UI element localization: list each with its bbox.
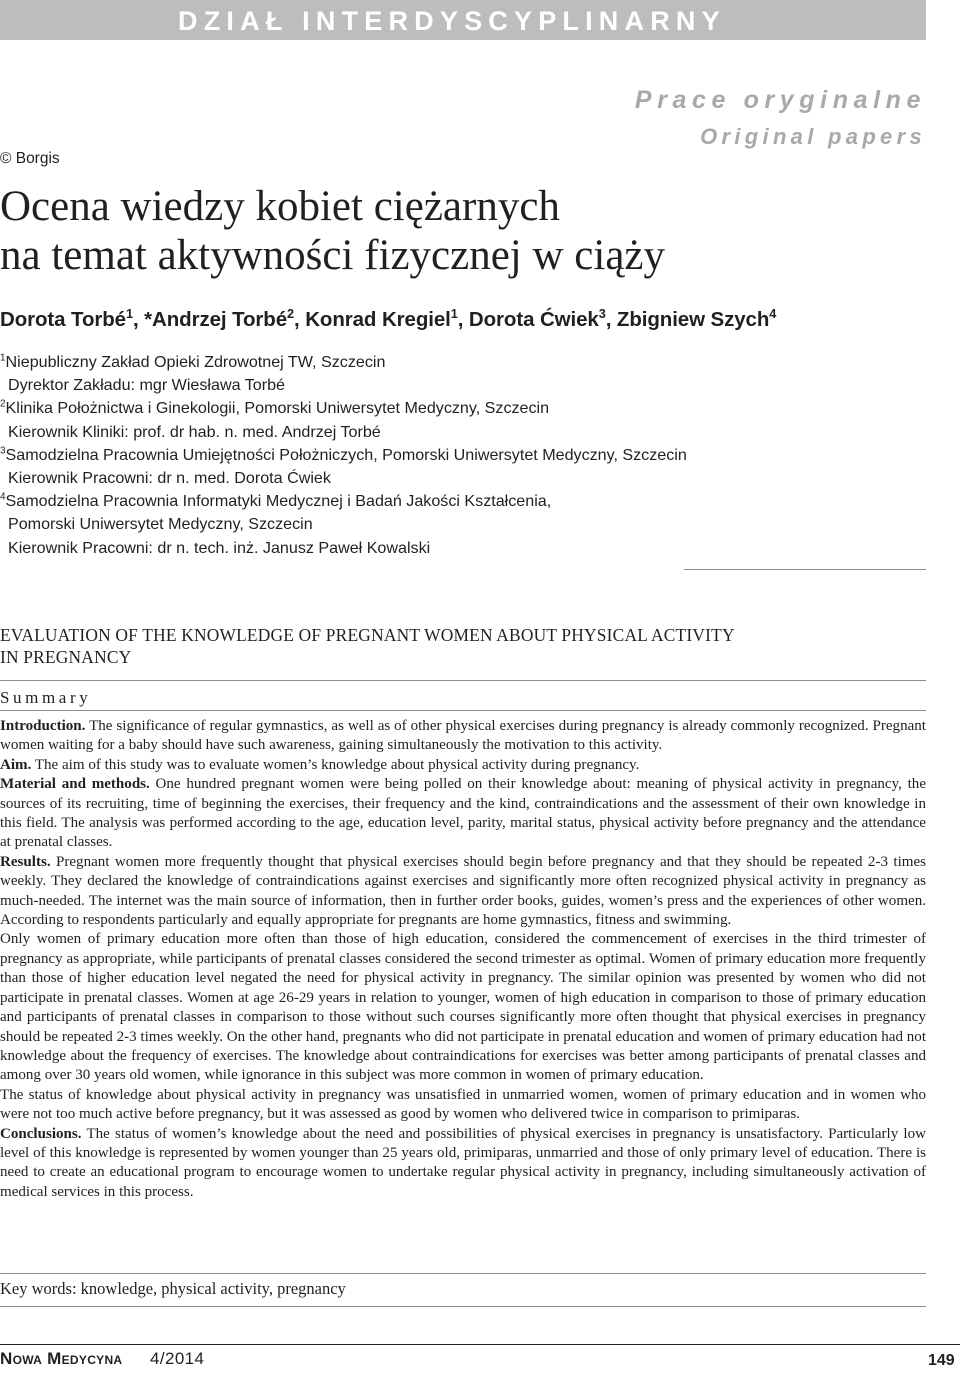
affiliation-mark: 3	[0, 445, 6, 457]
affiliation-text: Niepubliczny Zakład Opieki Zdrowotnej TW, Szczecin	[5, 353, 386, 371]
author-separator: ,	[457, 308, 469, 331]
author-list	[0, 308, 776, 332]
author-affiliation-mark: 3	[598, 306, 606, 322]
affiliations	[0, 351, 687, 560]
english-title	[0, 624, 735, 668]
author-name: Zbigniew Szych	[616, 308, 770, 331]
title-line-1: Ocena wiedzy kobiet ciężarnych	[0, 183, 560, 230]
affiliation-line	[0, 467, 687, 490]
affiliation-divider	[684, 569, 926, 570]
results-text: Pregnant women more frequently thought that physical exercises should begin before pregnancy and that they should be repeated 2-3 times weekly. They declared the knowledge of contraindications against exercises and significantly more often recognized physical activity in pregnancy as much-needed. The internet was the main source of information, then in further order books, guides, women’s press and the experiences of other women. According to respondents particularly and equally appropriate for pregnants are home gymnastics, fitness and swimming.	[0, 853, 926, 929]
page-number: 149	[928, 1352, 955, 1369]
author-name: Konrad Kregiel	[305, 308, 451, 331]
abstract-results-2: Only women of primary education more often than those of high education, considered the commencement of exercises in the third trimester of pregnancy as appropriate, while participants of prenatal classes considered the second trimester as optimal. Women of primary education more frequently than those of higher education level negated the need for physical activity in pregnancy. The similar opinion was presented by women who did not participate in prenatal classes. Women at age 26-29 years in relation to younger, women of high education in comparison to those of primary education and participants of prenatal classes in comparison to those without such courses significantly more often thought that physical exercises in pregnancy should be repeated 2-3 times weekly. On the other hand, pregnants who did not participate in prenatal education and women of primary education had not knowledge about the frequency of exercises. The knowledge about contraindications for exercises was better among participants of prenatal classes and among over 30 years old women, while ignorance in this subject was more common in women of primary education.	[0, 931, 926, 1084]
affiliation-mark: 2	[0, 399, 6, 411]
affiliation-text: Kierownik Pracowni: dr n. med. Dorota Ćwiek	[8, 469, 331, 488]
author-affiliation-mark: 4	[769, 306, 777, 322]
title-line-2: na temat aktywności fizycznej w ciąży	[0, 232, 666, 279]
abstract-body	[0, 717, 926, 1202]
results-label: Results.	[0, 853, 51, 870]
affiliation-text: Samodzielna Pracownia Informatyki Medycznej i Badań Jakości Kształcenia,	[5, 492, 552, 511]
author-affiliation-mark: 1	[450, 306, 458, 322]
affiliation-text: Kierownik Pracowni: dr n. tech. inż. Janusz Paweł Kowalski	[8, 538, 431, 557]
introduction-text: The significance of regular gymnastics, as well as of other physical exercises during pregnancy is already commonly recognized. Pregnant women waiting for a baby should have such awareness, gaining simultaneously the motivation to this activity.	[0, 718, 926, 754]
summary-heading: Summary	[0, 688, 92, 707]
conclusions-text: The status of women’s knowledge about the need and possibilities of physical exercises in pregnancy is unsatisfactory. Particularly low level of this knowledge is represented by women younger than 25 years old, primiparas, unmarried and those of only primary level of education. There is need to create an educational program to encourage women to undertake regular physical activity in pregnancy, including simultaneously activation of medical services in this process.	[0, 1125, 927, 1200]
summary-top-rule	[0, 680, 926, 681]
author-name: *Andrzej Torbé	[144, 308, 288, 331]
affiliation-line	[0, 374, 687, 397]
abstract-methods	[0, 775, 926, 853]
english-title-line-1: EVALUATION OF THE KNOWLEDGE OF PREGNANT WOMEN ABOUT PHYSICAL ACTIVITY	[0, 625, 735, 645]
summary-bottom-rule	[0, 710, 926, 711]
affiliation-text: Pomorski Uniwersytet Medyczny, Szczecin	[8, 515, 313, 534]
aim-text: The aim of this study was to evaluate women’s knowledge about physical activity during pregnancy.	[34, 756, 640, 773]
author-affiliation-mark: 1	[125, 306, 133, 322]
journal-name: Nowa Medycyna	[0, 1349, 123, 1368]
article-title	[0, 182, 665, 280]
abstract-introduction	[0, 717, 926, 756]
english-title-line-2: IN PREGNANCY	[0, 647, 132, 667]
abstract-conclusions	[0, 1125, 926, 1203]
abstract-aim	[0, 756, 926, 775]
journal-issue: 4/2014	[150, 1349, 205, 1368]
section-title: DZIAŁ INTERDYSCYPLINARNY	[178, 6, 726, 36]
methods-text: One hundred pregnant women were being polled on their knowledge about: meaning of physical activity in pregnancy, the sources of its recruiting, time of beginning the exercises, their frequency and the kind, contraindications and the assessment of their own knowledge in this field. The analysis was performed according to the age, education level, parity, marital status, physical activity before pregnancy and the attendance at prenatal classes.	[0, 776, 926, 851]
aim-label: Aim.	[0, 756, 32, 773]
author-separator: ,	[605, 308, 617, 331]
keywords-top-rule	[0, 1273, 926, 1274]
keywords-bottom-rule	[0, 1306, 926, 1307]
introduction-label: Introduction.	[0, 718, 86, 734]
affiliation-line	[0, 421, 687, 444]
affiliation-line	[0, 397, 687, 420]
methods-label: Material and methods.	[0, 776, 150, 793]
affiliation-line	[0, 513, 687, 536]
abstract-results-3: The status of knowledge about physical activity in pregnancy was unsatisfied in unmarried women, women of primary education and in women who were not too much active before pregnancy, but it was assessed as good by women who delivered twice in comparison to primiparas.	[0, 1086, 926, 1123]
affiliation-text: Dyrektor Zakładu: mgr Wiesława Torbé	[8, 376, 285, 395]
author-separator: ,	[294, 308, 306, 331]
author-name: Dorota Torbé	[0, 308, 126, 331]
affiliation-mark: 1	[0, 352, 6, 364]
affiliation-line	[0, 490, 687, 513]
copyright-notice: © Borgis	[0, 150, 60, 167]
affiliation-text: Klinika Położnictwa i Ginekologii, Pomorski Uniwersytet Medyczny, Szczecin	[5, 399, 550, 418]
footer-rule	[0, 1344, 960, 1345]
keywords: Key words: knowledge, physical activity, pregnancy	[0, 1279, 346, 1298]
conclusions-label: Conclusions.	[0, 1125, 82, 1142]
author-separator: ,	[132, 308, 145, 331]
affiliation-text: Kierownik Kliniki: prof. dr hab. n. med. Andrzej Torbé	[8, 422, 381, 441]
affiliation-line	[0, 444, 687, 467]
affiliation-text: Samodzielna Pracownia Umiejętności Położniczych, Pomorski Uniwersytet Medyczny, Szczecin	[5, 445, 687, 464]
author-name: Dorota Ćwiek	[468, 308, 599, 331]
affiliation-mark: 4	[0, 491, 6, 503]
abstract-results	[0, 853, 926, 931]
paper-type-polish: Prace oryginalne	[634, 86, 926, 114]
affiliation-line	[0, 537, 687, 560]
paper-type-english: Original papers	[700, 124, 926, 149]
affiliation-line	[0, 351, 687, 374]
author-affiliation-mark: 2	[287, 306, 294, 322]
